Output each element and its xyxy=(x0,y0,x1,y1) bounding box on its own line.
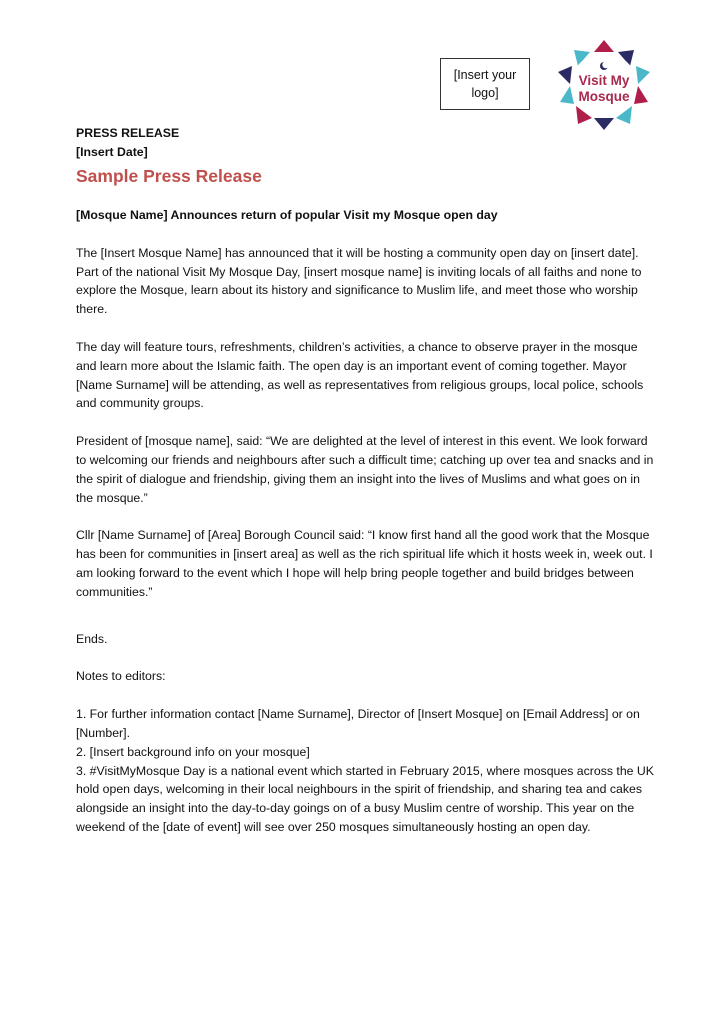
logo-text-line2: Mosque xyxy=(578,89,630,104)
star-point-top xyxy=(594,40,614,52)
note-item: 3. #VisitMyMosque Day is a national event which started in February 2015, where mosques across the UK hold open days, welcoming in their local neighbours in the spirit of friendship, and sharing tea and cakes alongside an insight into the day-to-day goings on of a busy Muslim centre of worship. This year on the weekend of the [date of event] will see over 250 mosques simultaneously hosting an open day. xyxy=(76,763,655,834)
logo-placeholder-line1: [Insert your xyxy=(453,68,517,82)
notes-list xyxy=(76,705,654,837)
crescent-cutout xyxy=(602,61,609,68)
release-date: [Insert Date] xyxy=(76,145,148,159)
note-item: 2. [Insert background info on your mosque] xyxy=(76,744,310,759)
notes-heading: Notes to editors: xyxy=(76,669,166,684)
logo-text-line1: Visit My xyxy=(578,73,630,88)
press-release-label: PRESS RELEASE xyxy=(76,126,180,140)
headline: [Mosque Name] Announces return of popular Visit my Mosque open day xyxy=(76,208,498,222)
document-title: Sample Press Release xyxy=(76,166,262,186)
paragraph-intro: The [Insert Mosque Name] has announced that it will be hosting a community open day on [insert date]. Part of the national Visit My Mosque Day, [insert mosque name] is inviting locals of all faiths and none to explore the Mosque, learn about its history and significance to Muslim life, and meet those who worship there. xyxy=(76,245,642,317)
paragraph-president-quote: President of [mosque name], said: “We are delighted at the level of interest in this event. We look forward to welcoming our friends and neighbours after such a difficult time; catching up over tea and snacks and in the spirit of dialogue and friendship, giving them an insight into the lives of Muslims and what goes on in the mosque.” xyxy=(76,434,654,505)
ends-marker: Ends. xyxy=(76,631,108,646)
logo-placeholder-box xyxy=(440,58,530,110)
star-point-left-top xyxy=(558,66,572,84)
note-item: 1. For further information contact [Name Surname], Director of [Insert Mosque] on [Email Address] or on [Number]. xyxy=(76,707,640,740)
press-release-body xyxy=(76,124,654,837)
logo-placeholder-line2: logo] xyxy=(471,86,499,100)
star-point-right-top xyxy=(636,66,650,84)
visit-my-mosque-logo xyxy=(556,40,652,130)
paragraph-councillor-quote: Cllr [Name Surname] of [Area] Borough Council said: “I know first hand all the good work that the Mosque has been for communities in [insert area] as well as the rich spiritual life which it hosts week in, week out. I am looking forward to the event which I hope will help bring people together and build bridges between communities.” xyxy=(76,528,653,599)
paragraph-event-details: The day will feature tours, refreshments, children’s activities, a chance to observe prayer in the mosque and learn more about the Islamic faith. The open day is an important event of coming together. Mayor [Name Surname] will be attending, as well as representatives from religious groups, local police, schools and community groups. xyxy=(76,339,644,411)
